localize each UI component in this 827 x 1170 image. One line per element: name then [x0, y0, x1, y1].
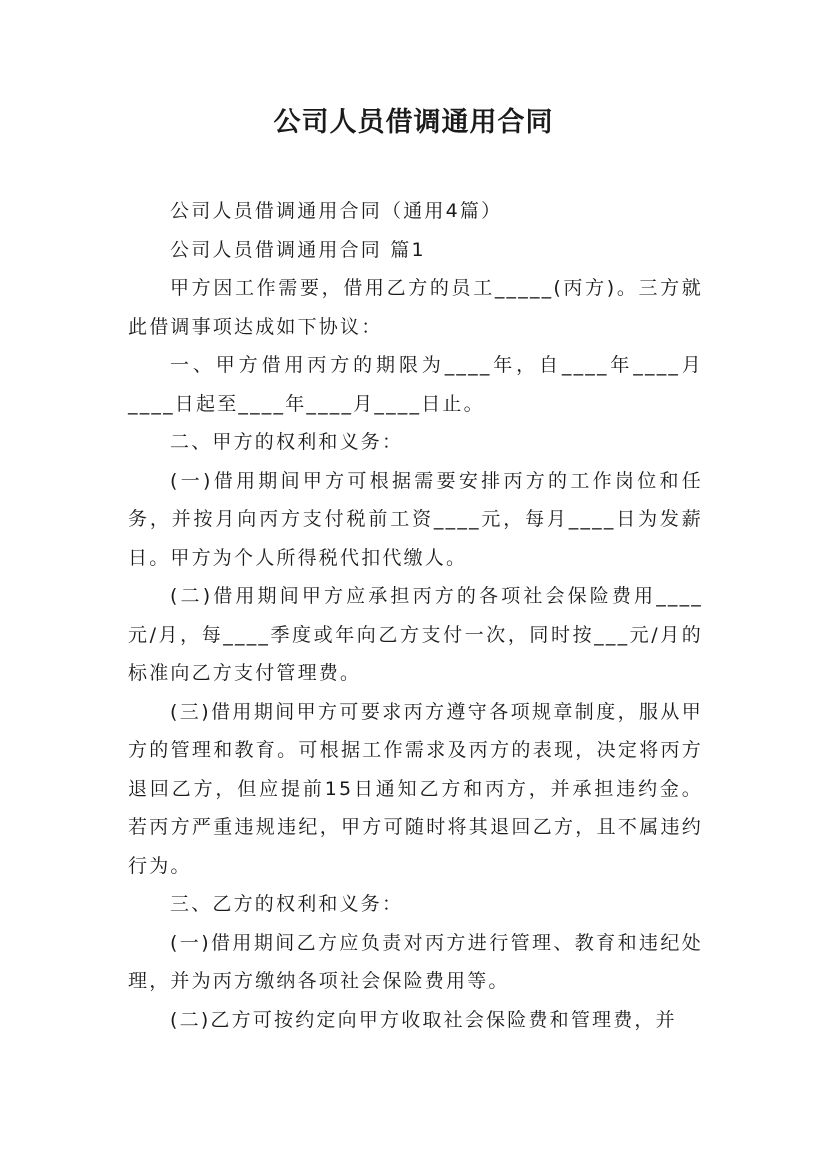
- clause-paragraph: (三)借用期间甲方可要求丙方遵守各项规章制度，服从甲方的管理和教育。可根据工作需求及丙方的表现，决定将丙方退回乙方，但应提前15日通知乙方和丙方，并承担违约金。若丙方严重违规违纪，甲方可随时将其退回乙方，且不属违约行为。: [128, 700, 703, 877]
- section-heading: 公司人员借调通用合同 篇1: [170, 238, 426, 261]
- clause-paragraph: (二)借用期间甲方应承担丙方的各项社会保险费用____元/月，每____季度或年向乙方支付一次，同时按___元/月的标准向乙方支付管理费。: [128, 585, 703, 684]
- clause-term-paragraph: 一、甲方借用丙方的期限为____年，自____年____月____日起至____年____月____日止。: [128, 354, 703, 415]
- clause-paragraph: (一)借用期间甲方可根据需要安排丙方的工作岗位和任务，并按月向丙方支付税前工资____元，每月____日为发薪日。甲方为个人所得税代扣代缴人。: [128, 469, 703, 569]
- subtitle-paragraph: 公司人员借调通用合同（通用4篇）: [170, 200, 503, 222]
- intro-paragraph: 甲方因工作需要，借用乙方的员工_____(丙方)。三方就此借调事项达成如下协议：: [128, 277, 703, 338]
- clause-heading-party-a: 二、甲方的权利和义务：: [170, 431, 404, 453]
- clause-paragraph: (二)乙方可按约定向甲方收取社会保险费和管理费，并: [170, 1008, 677, 1031]
- document-body: [128, 192, 703, 1039]
- clause-heading-party-b: 三、乙方的权利和义务：: [170, 893, 404, 915]
- clause-paragraph: (一)借用期间乙方应负责对丙方进行管理、教育和违纪处理，并为丙方缴纳各项社会保险费用等。: [128, 931, 703, 992]
- document-title: 公司人员借调通用合同: [273, 107, 554, 138]
